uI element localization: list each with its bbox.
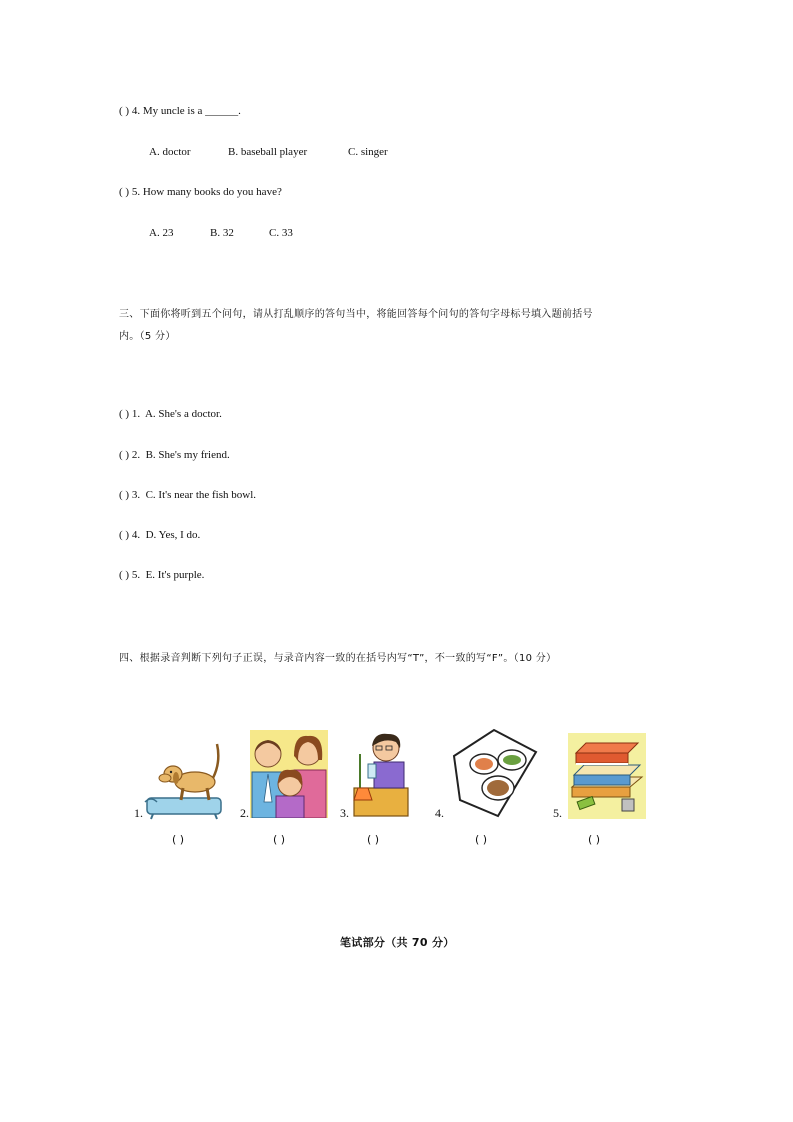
picture-3-answer-blank[interactable]: ( ) xyxy=(367,833,380,846)
picture-4-answer-blank[interactable]: ( ) xyxy=(475,833,488,846)
picture-2-answer-blank[interactable]: ( ) xyxy=(273,833,286,846)
picture-1-number: 1. xyxy=(134,806,143,820)
picture-5-number: 5. xyxy=(553,806,562,820)
question-5-text: How many books do you have? xyxy=(142,186,282,198)
item-prefix: ( ) 5. xyxy=(119,569,141,581)
part3-item-1 xyxy=(119,408,222,420)
q4-option-a: A. doctor xyxy=(149,146,191,158)
picture-4-number: 4. xyxy=(435,806,444,820)
part3-item-3 xyxy=(119,489,256,501)
part3-item-2 xyxy=(119,449,230,461)
item-answer: A. She's a doctor. xyxy=(144,408,222,420)
dog-bathtub-picture xyxy=(143,738,225,820)
boy-science-picture xyxy=(350,730,412,818)
picture-2-number: 2. xyxy=(240,806,249,820)
q5-option-b: B. 32 xyxy=(210,227,234,239)
picture-1-answer-blank[interactable]: ( ) xyxy=(172,833,185,846)
part3-instruction-line1: 三、下面你将听到五个问句，请从打乱顺序的答句当中，将能回答每个问句的答句字母标号填入题前括号 xyxy=(119,309,593,320)
q4-option-b: B. baseball player xyxy=(228,146,308,158)
question-4-prefix: ( ) 4. xyxy=(119,105,141,117)
part3-instruction-line2: 内。（5 分） xyxy=(119,331,176,342)
books-picture xyxy=(568,733,646,819)
question-4-text: My uncle is a ______. xyxy=(142,105,241,117)
item-answer: B. She's my friend. xyxy=(145,449,230,461)
item-answer: E. It's purple. xyxy=(145,569,205,581)
picture-5-answer-blank[interactable]: ( ) xyxy=(588,833,601,846)
food-tray-picture xyxy=(448,726,540,818)
family-picture xyxy=(250,730,328,818)
q4-option-c: C. singer xyxy=(348,146,388,158)
q5-option-a: A. 23 xyxy=(149,227,174,239)
question-4 xyxy=(119,105,241,117)
picture-3-number: 3. xyxy=(340,806,349,820)
item-prefix: ( ) 2. xyxy=(119,449,141,461)
item-answer: C. It's near the fish bowl. xyxy=(145,489,257,501)
written-section-title: 笔试部分（共 70 分） xyxy=(340,936,455,949)
question-5-prefix: ( ) 5. xyxy=(119,186,141,198)
part4-instruction: 四、根据录音判断下列句子正误，与录音内容一致的在括号内写“T”，不一致的写“F”。（10 分） xyxy=(119,653,557,664)
part3-item-4 xyxy=(119,529,200,541)
question-5 xyxy=(119,186,282,198)
item-prefix: ( ) 1. xyxy=(119,408,141,420)
part3-item-5 xyxy=(119,569,204,581)
item-answer: D. Yes, I do. xyxy=(145,529,201,541)
item-prefix: ( ) 4. xyxy=(119,529,141,541)
q5-option-c: C. 33 xyxy=(269,227,293,239)
item-prefix: ( ) 3. xyxy=(119,489,141,501)
